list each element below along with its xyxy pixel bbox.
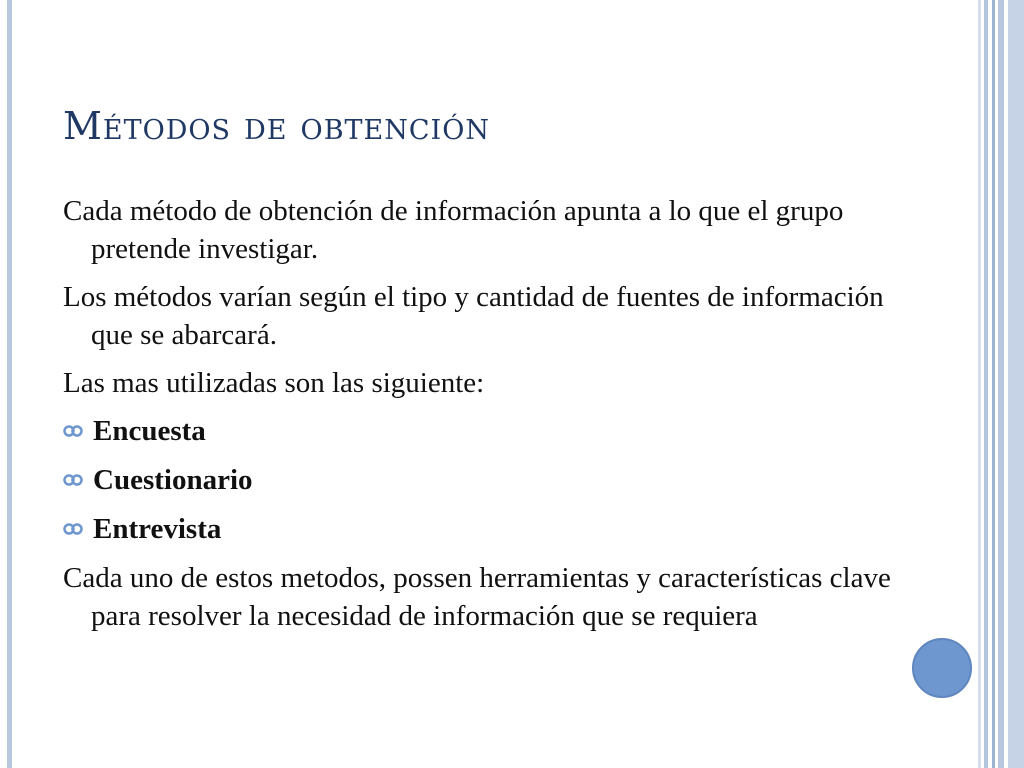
left-accent-bar (7, 0, 12, 768)
stripe (984, 0, 988, 768)
blue-circle-decoration (912, 638, 972, 698)
stripe (1008, 0, 1024, 768)
right-decorative-stripes (978, 0, 1024, 768)
stripe (992, 0, 995, 768)
body-paragraph: Las mas utilizadas son las siguiente: (63, 367, 485, 399)
stripe (998, 0, 1004, 768)
bullet-item-cuestionario (63, 461, 893, 499)
bullet-label: Entrevista (93, 513, 222, 545)
chain-link-bullet-icon (63, 522, 83, 536)
slide-title: Métodos de obtención (63, 104, 490, 148)
chain-link-bullet-icon (63, 473, 83, 487)
slide-body (63, 192, 893, 635)
body-paragraph: Cada método de obtención de información apunta a lo que el grupo pretende investigar. (63, 195, 844, 265)
bullet-label: Encuesta (93, 415, 206, 447)
body-paragraph: Los métodos varían según el tipo y cantidad de fuentes de información que se abarcará. (63, 281, 884, 351)
chain-link-bullet-icon (63, 424, 83, 438)
closing-paragraph: Cada uno de estos metodos, possen herramientas y características clave para resolver la necesidad de información que se requiera (63, 562, 891, 632)
stripe (978, 0, 981, 768)
bullet-label: Cuestionario (93, 464, 253, 496)
bullet-item-entrevista (63, 510, 893, 548)
bullet-item-encuesta (63, 412, 893, 450)
